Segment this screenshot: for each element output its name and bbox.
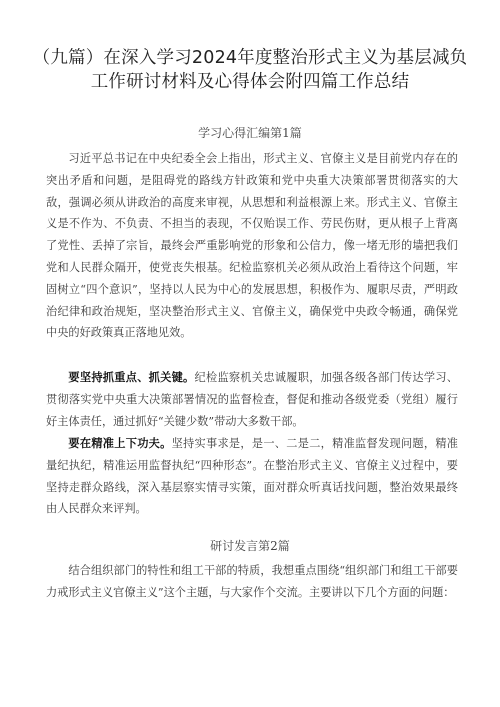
section-heading-2: 研讨发言第2篇 (210, 539, 290, 553)
section-heading-1: 学习心得汇编第1篇 (198, 126, 302, 140)
paragraph-4 (46, 560, 458, 604)
paragraph-2-text: 纪检监察机关忠诚履职，加强各级各部门传达学习、贯彻落实党中央重大决策部署情况的监督检查，督促和推动各级党委（党组）履行好主体责任，通过抓好“关键少数”带动大多数干部。 (46, 371, 458, 428)
paragraph-2-lead: 要坚持抓重点、抓关键。 (68, 371, 195, 384)
paragraph-1 (46, 148, 458, 344)
paragraph-3-lead: 要在精准上下功夫。 (68, 437, 172, 450)
document-title: （九篇）在深入学习2024年度整治形式主义为基层减负工作研讨材料及心得体会附四篇工作总结 (32, 48, 468, 92)
paragraph-2 (46, 367, 458, 432)
paragraph-3-text: 坚持实事求是，是一、二是二，精准监督发现问题，精准量纪执纪，精准运用监督执纪“四种形态”。在整治形式主义、官僚主义过程中，要坚持走群众路线，深入基层察实情寻实策，面对群众听真话找问题，整治效果最终由人民群众来评判。 (46, 437, 458, 516)
paragraph-1-text: 习近平总书记在中央纪委全会上指出，形式主义、官僚主义是目前党内存在的突出矛盾和问题，是阻碍党的路线方针政策和党中央重大决策部署贯彻落实的大敌，强调必须从讲政治的高度来审视，从思想和利益根源上来。形式主义、官僚主义是不作为、不负责、不担当的表现，不仅贻误工作、劳民伤财，更从根子上背离了党性、丢掉了宗旨，最终会严重影响党的形象和公信力，像一堵无形的墙把我们党和人民群众隔开，使党丧失根基。纪检监察机关必须从政治上看待这个问题，牢固树立“四个意识”，坚持以人民为中心的发展思想，积极作为、履职尽责，严明政治纪律和政治规矩，坚决整治形式主义、官僚主义，确保党中央政令畅通，确保党中央的好政策真正落地见效。 (46, 152, 458, 340)
paragraph-3 (46, 433, 458, 520)
paragraph-4-text: 结合组织部门的特性和组工干部的特质，我想重点围绕“组织部门和组工干部要力戒形式主义官僚主义”这个主题，与大家作个交流。主要讲以下几个方面的问题： (46, 564, 458, 599)
